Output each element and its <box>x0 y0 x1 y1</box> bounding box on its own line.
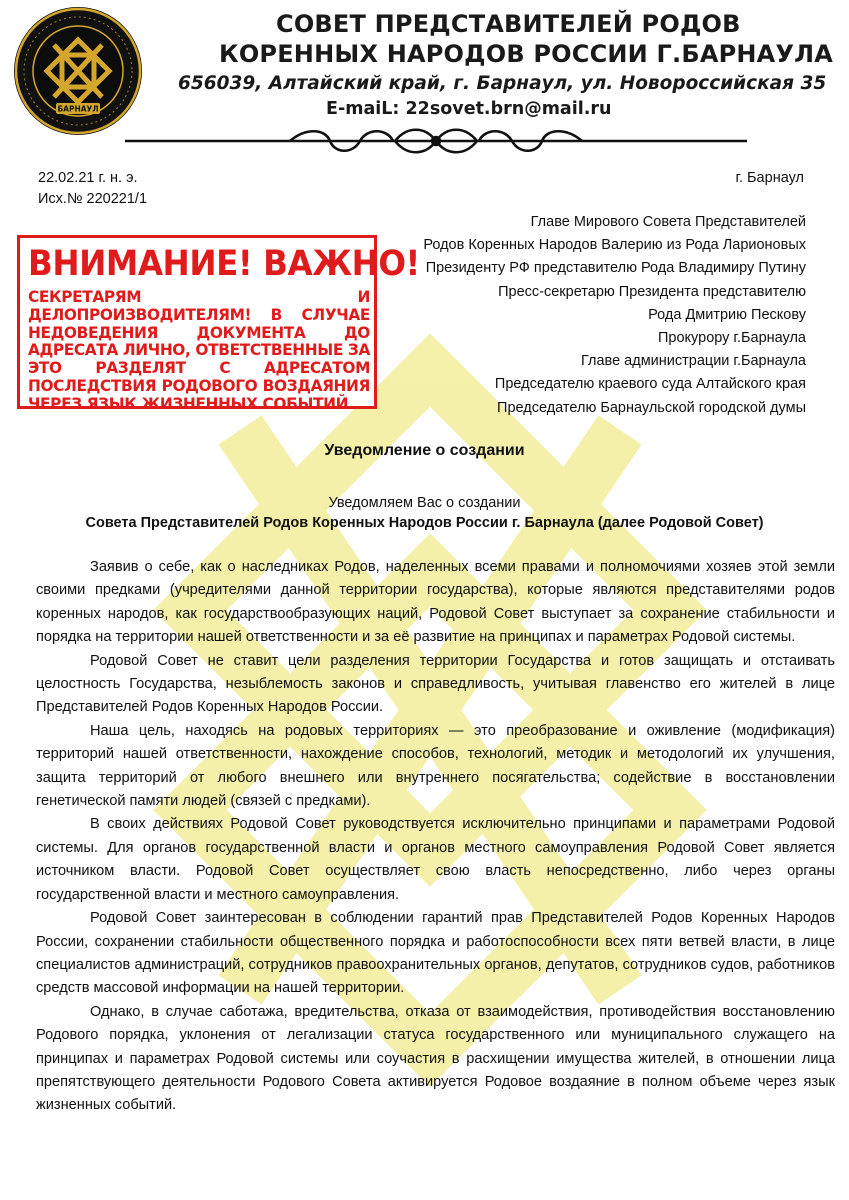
document-body <box>36 556 835 1118</box>
recipient-line: Главе Мирового Совета Представителей <box>530 214 806 230</box>
document-intro: Уведомляем Вас о создании <box>328 495 521 511</box>
org-email: E-maiL: 22sovet.brn@mail.ru <box>326 99 612 119</box>
council-logo-icon <box>12 5 144 137</box>
recipients-list <box>423 211 806 420</box>
body-paragraph: Родовой Совет заинтересован в соблюдении гарантий прав Представителей Родов Коренных Народов России, сохранении стабильности общественного порядка и работоспособности всех пяти ветвей власти, в лице специалистов администраций, сотрудников правоохранительных органов, депутатов, сотрудников судов, работников средств массовой информации на нашей территории. <box>36 910 835 997</box>
document-city: г. Барнаул <box>735 170 804 186</box>
org-name-line2: КОРЕННЫХ НАРОДОВ РОССИИ Г.БАРНАУЛА <box>219 40 834 68</box>
recipient-line: Пресс-секретарю Президента представителю <box>498 283 806 300</box>
document-date: 22.02.21 г. н. э. <box>38 170 138 186</box>
org-name-line1: СОВЕТ ПРЕДСТАВИТЕЛЕЙ РОДОВ <box>276 10 741 38</box>
body-paragraph: В своих действиях Родовой Совет руководствуется исключительно принципами и параметрами Родовой системы. Для органов государственной власти и органов местного самоуправления Родовой Совет является источником власти. Родовой Совет осуществляет свою власть непосредственно, либо через органы государственной власти и местного самоуправления. <box>36 816 835 903</box>
ornamental-divider-icon <box>125 124 747 158</box>
recipient-line: Председателю Барнаульской городской думы <box>497 399 806 416</box>
warning-text: СЕКРЕТАРЯМ И ДЕЛОПРОИЗВОДИТЕЛЯМ! В СЛУЧАЕ НЕДОВЕДЕНИЯ ДОКУМЕНТА ДО АДРЕСАТА ЛИЧНО, ОТВЕТСТВЕННЫЕ ЗА ЭТО РАЗДЕЛЯТ С АДРЕСАТОМ ПОСЛЕДСТВИЯ РОДОВОГО ВОЗДАЯНИЯ ЧЕРЕЗ ЯЗЫК ЖИЗНЕННЫХ СОБЫТИЙ. <box>28 287 370 413</box>
recipient-line: Рода Дмитрию Пескову <box>648 306 806 323</box>
warning-title: ВНИМАНИЕ! ВАЖНО! <box>28 244 420 284</box>
recipient-line: Родов Коренных Народов Валерию из Рода Ларионовых <box>423 237 806 254</box>
warning-box <box>17 235 420 413</box>
recipient-line: Главе администрации г.Барнаула <box>580 353 806 370</box>
body-paragraph: Наша цель, находясь на родовых территориях — это преобразование и оживление (модификация) территорий нашей ответственности, нахождение способов, технологий, методик и методологий их улучшения, защита территорий от любого внешнего или внутреннего посягательства; содействие в восстановлении генетической памяти людей (связей с предками). <box>36 722 835 810</box>
body-paragraph: Родовой Совет не ставит цели разделения территории Государства и готов защищать и отстаивать целостность Государства, незыблемость законов и справедливость, учитывая главенство его жителей в лице Представителей Родов Коренных Народов России. <box>36 652 835 716</box>
document-title: Уведомление о создании <box>324 442 525 459</box>
logo-caption: БАРНАУЛ <box>57 104 99 114</box>
body-paragraph: Однако, в случае саботажа, вредительства, отказа от взаимодействия, противодействия восстановлению Родового порядка, уклонения от легализации статуса государственного или муниципального служащего на принципах и параметрах Родовой системы или соучастия в расхищении имущества жителей, в отношении лица препятствующего деятельности Родового Совета активируется Родовое воздаяние в полном объеме через язык жизненных событий. <box>36 1003 835 1114</box>
document-ref-number: Исх.№ 220221/1 <box>38 191 148 207</box>
recipient-line: Прокурору г.Барнаула <box>657 330 806 347</box>
org-address: 656039, Алтайский край, г. Барнаул, ул. Новороссийская 35 <box>178 73 827 94</box>
body-paragraph: Заявив о себе, как о наследниках Родов, наделенных всеми правами и полномочиями хозяев этой земли своими предками (учредителями данной территории государства), которые являются представителями родов коренных народов, как государствообразующих наций, Родовой Совет выступает за сохранение стабильности и порядка на территории нашей ответственности и за её развитие на принципах и параметрах Родовой системы. <box>36 559 835 646</box>
recipient-line: Президенту РФ представителю Рода Владимиру Путину <box>425 260 806 277</box>
recipient-line: Председателю краевого суда Алтайского края <box>494 376 806 393</box>
document-subject: Совета Представителей Родов Коренных Народов России г. Барнаула (далее Родовой Совет) <box>85 515 764 531</box>
